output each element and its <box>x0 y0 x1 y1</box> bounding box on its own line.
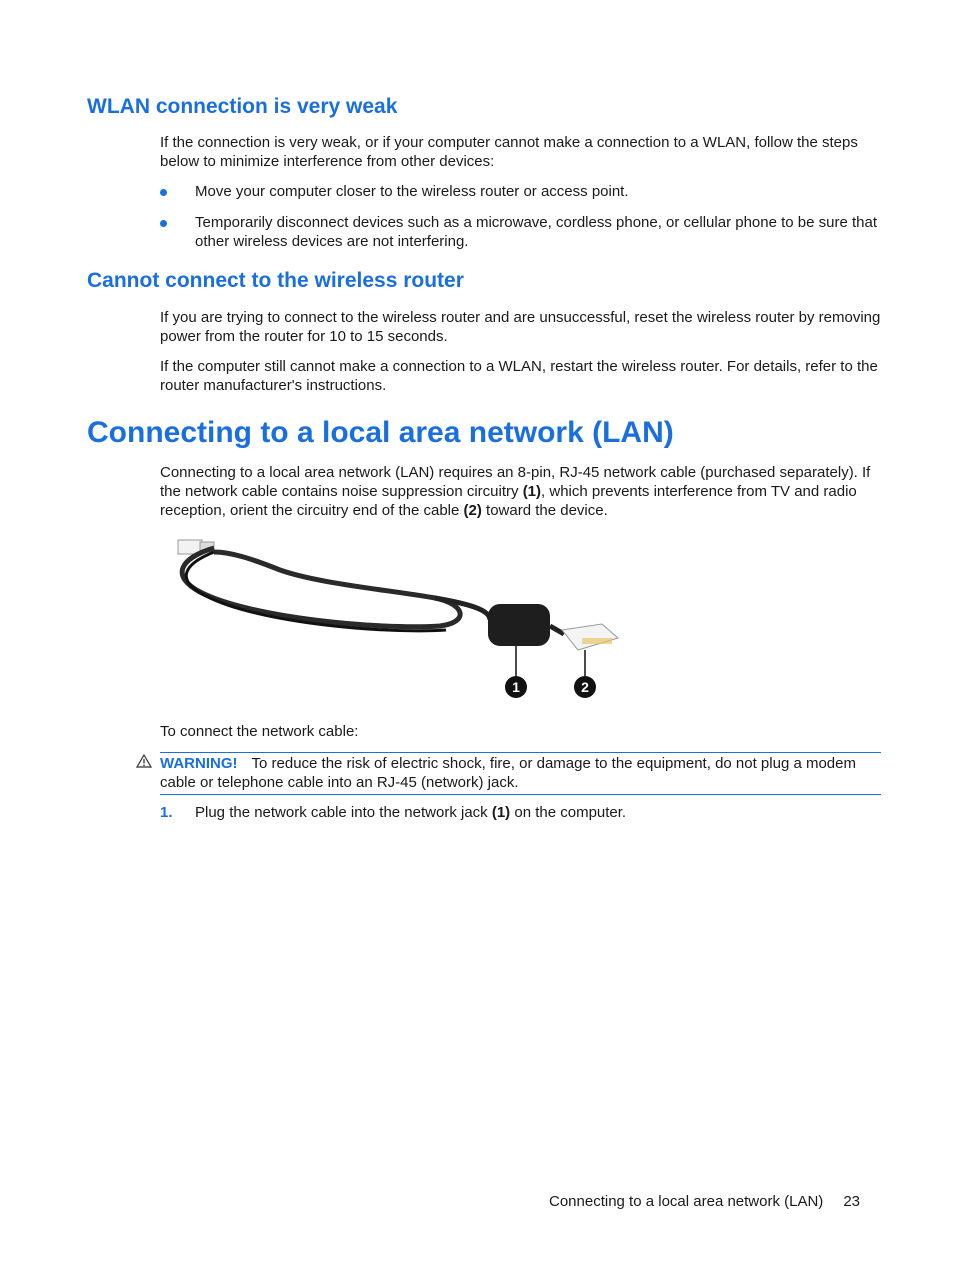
list-item <box>160 803 626 822</box>
callout-1-label: 1 <box>512 679 520 695</box>
section-heading-wlan-weak: WLAN connection is very weak <box>87 95 398 118</box>
page-footer <box>549 1193 860 1210</box>
warning-text: To reduce the risk of electric shock, fire, or damage to the equipment, do not plug a modem cable or telephone cable into an RJ-45 (network) jack. <box>160 755 856 791</box>
list-item <box>160 182 885 201</box>
intro-text: Connecting to a local area network (LAN) requires an 8-pin, RJ-45 network cable (purchased separately). If the network cable contains noise suppression circuitry <box>160 464 871 500</box>
warning-label: WARNING! <box>160 755 238 772</box>
intro-text: toward the device. <box>481 502 608 519</box>
list-item <box>160 213 885 251</box>
page-number: 23 <box>843 1193 860 1210</box>
paragraph-lan-intro <box>160 463 885 520</box>
paragraph-wlan-weak: If the connection is very weak, or if your computer cannot make a connection to a WLAN, follow the steps below to minimize interference from other devices: <box>160 134 858 170</box>
bullet-icon <box>160 189 167 196</box>
bullet-icon <box>160 220 167 227</box>
list-item-text: Temporarily disconnect devices such as a microwave, cordless phone, or cellular phone to be sure that other wireless devices are not interfering. <box>195 214 878 250</box>
connector-icon <box>562 624 618 650</box>
step-text: on the computer. <box>510 804 627 821</box>
list-item-text: Move your computer closer to the wireless router or access point. <box>195 183 629 200</box>
warning-icon <box>136 754 152 768</box>
step-number: 1. <box>160 804 173 821</box>
paragraph-router-restart: If the computer still cannot make a connection to a WLAN, restart the wireless router. For details, refer to the router manufacturer's instructions. <box>160 358 878 394</box>
intro-ref-2: (2) <box>463 502 482 519</box>
footer-title: Connecting to a local area network (LAN) <box>549 1193 824 1210</box>
paragraph-connect: To connect the network cable: <box>160 723 359 740</box>
intro-ref-1: (1) <box>522 483 542 500</box>
intro-text: , which prevents interference from TV and radio reception, orient the circuitry end of the cable <box>160 483 857 519</box>
callout-2-label: 2 <box>581 679 589 695</box>
step-ref: (1) <box>491 804 511 821</box>
paragraph-router-reset: If you are trying to connect to the wireless router and are unsuccessful, reset the wireless router by removing power from the router for 10 to 15 seconds. <box>160 309 881 345</box>
page-title: Connecting to a local area network (LAN) <box>87 416 674 449</box>
step-text: Plug the network cable into the network jack <box>195 804 492 821</box>
warning-box <box>160 752 881 795</box>
network-cable-illustration <box>170 530 630 702</box>
section-heading-router: Cannot connect to the wireless router <box>87 269 464 292</box>
ferrite-core-icon <box>488 604 550 646</box>
